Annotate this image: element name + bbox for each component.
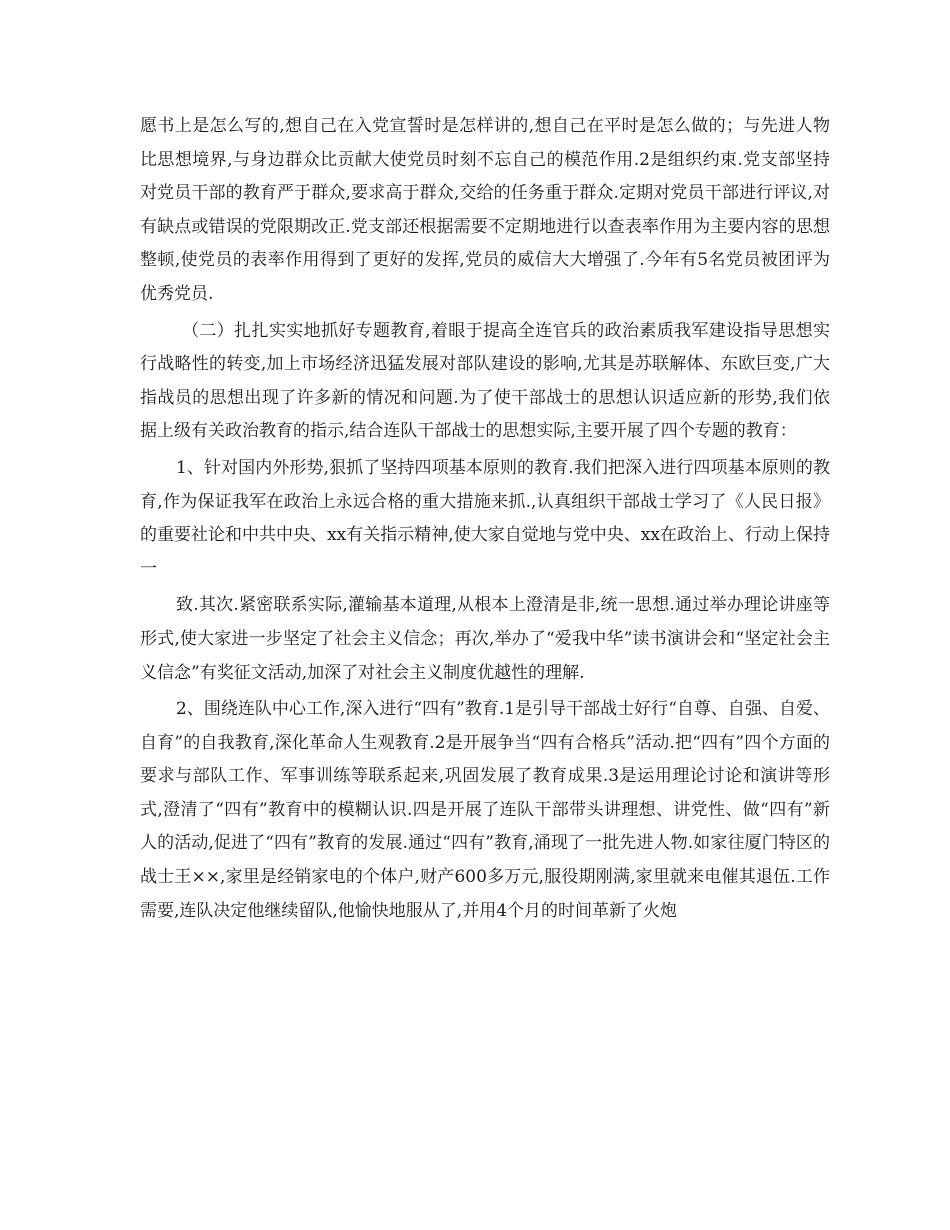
document-body bbox=[140, 110, 830, 931]
paragraph-1: 愿书上是怎么写的,想自己在入党宣誓时是怎样讲的,想自己在平时是怎么做的；与先进人物比思想境界,与身边群众比贡献大使党员时刻不忘自己的模范作用.2是组织约束.党支部坚持对党员干部的教育严于群众,要求高于群众,交给的任务重于群众.定期对党员干部进行评议,对有缺点或错误的党限期改正.党支部还根据需要不定期地进行以查表率作用为主要内容的思想整顿,使党员的表率作用得到了更好的发挥,党员的威信大大增强了.今年有5名党员被团评为优秀党员. bbox=[140, 116, 830, 304]
paragraph-4: 致.其次.紧密联系实际,灌输基本道理,从根本上澄清是非,统一思想.通过举办理论讲座等形式,使大家进一步坚定了社会主义信念；再次,举办了“爱我中华”读书演讲会和“坚定社会主义信念”有奖征文活动,加深了对社会主义制度优越性的理解. bbox=[140, 595, 830, 683]
paragraph-2: （二）扎扎实实地抓好专题教育,着眼于提高全连官兵的政治素质我军建设指导思想实行战略性的转变,加上市场经济迅猛发展对部队建设的影响,尤其是苏联解体、东欧巨变,广大指战员的思想出现了许多新的情况和问题.为了使干部战士的思想认识适应新的形势,我们依据上级有关政治教育的指示,结合连队干部战士的思想实际,主要开展了四个专题的教育： bbox=[140, 320, 830, 442]
paragraph-3: 1、针对国内外形势,狠抓了坚持四项基本原则的教育.我们把深入进行四项基本原则的教育,作为保证我军在政治上永远合格的重大措施来抓.,认真组织干部战士学习了《人民日报》的重要社论和中共中央、xx有关指示精神,使大家自觉地与党中央、xx在政治上、行动上保持一 bbox=[140, 457, 830, 579]
paragraph-5: 2、围绕连队中心工作,深入进行“四有”教育.1是引导干部战士好行“自尊、自强、自爱、自育”的自我教育,深化革命人生观教育.2是开展争当“四有合格兵”活动.把“四有”四个方面的要求与部队工作、军事训练等联系起来,巩固发展了教育成果.3是运用理论讨论和演讲等形式,澄清了“四有”教育中的模糊认识.四是开展了连队干部带头讲理想、讲党性、做“四有”新人的活动,促进了“四有”教育的发展.通过“四有”教育,涌现了一批先进人物.如家往厦门特区的战士王××,家里是经销家电的个体户,财产600多万元,服役期刚满,家里就来电催其退伍.工作需要,连队决定他继续留队,他愉快地服从了,并用4个月的时间革新了火炮 bbox=[140, 699, 830, 921]
